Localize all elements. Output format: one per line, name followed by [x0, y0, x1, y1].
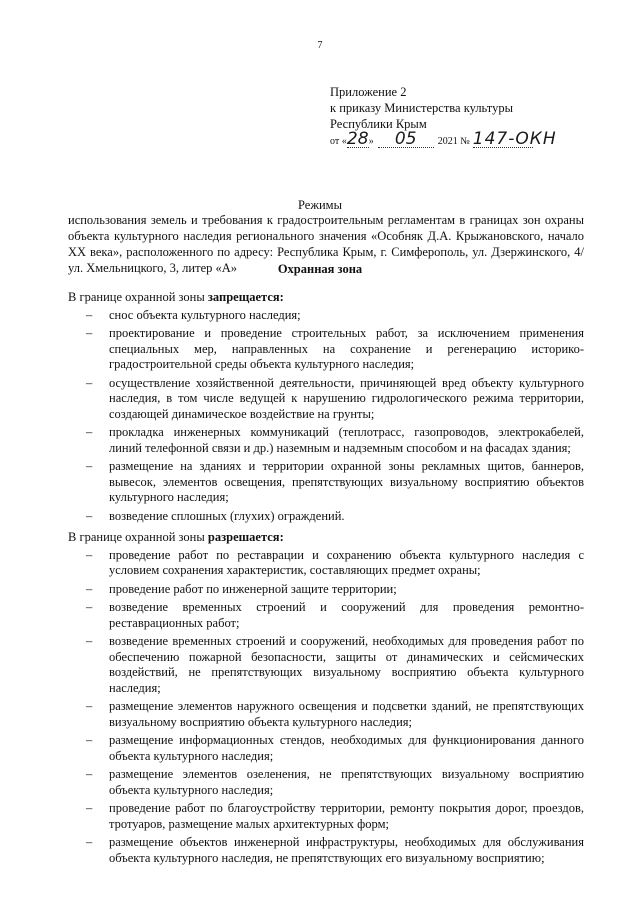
allowed-list — [68, 548, 584, 867]
order-date-line — [330, 129, 557, 150]
list-item: – проектирование и проведение строительных работ, за исключением применения специальных мер, направленных на сохранение и регенерацию историко-градостроительной среды объекта культурного наследия; — [68, 326, 584, 373]
section-title: Охранная зона — [277, 262, 363, 276]
handwritten-day: 28 — [346, 129, 369, 149]
forbidden-section — [68, 290, 584, 527]
appendix-line-3: Республики Крым — [330, 117, 427, 131]
allowed-lead-text: В границе охранной зоны — [68, 530, 208, 544]
list-item: – осуществление хозяйственной деятельности, причиняющей вред объекту культурного наследия, в том числе ведущей к нарушению гидрологического режима территории, создающей динамическое воздействие на грунты; — [68, 376, 584, 423]
list-item: – проведение работ по реставрации и сохранению объекта культурного наследия с условием сохранения характеристик, составляющих предмет охраны; — [68, 548, 584, 579]
forbidden-lead — [68, 290, 584, 306]
appendix-line-2: к приказу Министерства культуры — [330, 101, 513, 115]
list-item: – проведение работ по инженерной защите территории; — [68, 582, 584, 598]
list-item: – прокладка инженерных коммуникаций (теплотрасс, газопроводов, электрокабелей, линий телефонной связи и др.) наземным и надземным способом и на фасадах здания; — [68, 425, 584, 456]
list-item: – снос объекта культурного наследия; — [68, 308, 584, 324]
date-prefix: от « — [330, 136, 347, 147]
forbidden-list — [68, 308, 584, 525]
list-item: – возведение сплошных (глухих) ограждений. — [68, 509, 584, 525]
forbidden-lead-bold: запрещается: — [207, 290, 284, 304]
list-item: – размещение объектов инженерной инфраструктуры, необходимых для обслуживания объекта культурного наследия, не препятствующих его визуальному восприятию; — [68, 835, 584, 866]
appendix-line-1: Приложение 2 — [330, 85, 407, 99]
list-item: – возведение временных строений и сооружений, необходимых для проведения работ по обеспечению пожарной безопасности, защиты от динамических и сейсмических воздействий, не препятствующих визуальному восприятию объекта культурного наследия; — [68, 634, 584, 696]
year-text: 2021 № — [437, 136, 470, 147]
page-number: 7 — [317, 40, 323, 51]
forbidden-lead-text: В границе охранной зоны — [68, 290, 208, 304]
allowed-lead-bold: разрешается: — [207, 530, 284, 544]
allowed-section — [68, 530, 584, 869]
document-intro: использования земель и требования к градостроительным регламентам в границах зон охраны объекта культурного наследия регионального значения «Особняк Д.А. Крыжановского, начало XX века», расположенного по адресу: Республика Крым, г. Симферополь, ул. Дзержинского, 4/ ул. Хмельницкого, 3, литер «А» — [68, 213, 584, 275]
appendix-header — [330, 84, 557, 150]
list-item: – проведение работ по благоустройству территории, ремонту покрытия дорог, проездов, тротуаров, размещение малых архитектурных форм; — [68, 801, 584, 832]
list-item: – размещение элементов наружного освещения и подсветки зданий, не препятствующих визуальному восприятию объекта культурного наследия; — [68, 699, 584, 730]
list-item: – размещение информационных стендов, необходимых для функционирования данного объекта культурного наследия; — [68, 733, 584, 764]
allowed-lead — [68, 530, 584, 546]
handwritten-order-number: 147-ОКН — [472, 129, 557, 149]
document-title: Режимы — [298, 198, 342, 212]
day-suffix: » — [368, 136, 374, 147]
handwritten-month: 05 — [378, 131, 434, 148]
list-item: – возведение временных строений и сооружений для проведения ремонтно-реставрационных работ; — [68, 600, 584, 631]
list-item: – размещение на зданиях и территории охранной зоны рекламных щитов, баннеров, вывесок, элементов освещения, препятствующих визуальному восприятию объектов культурного наследия; — [68, 459, 584, 506]
list-item: – размещение элементов озеленения, не препятствующих визуальному восприятию объекта культурного наследия; — [68, 767, 584, 798]
